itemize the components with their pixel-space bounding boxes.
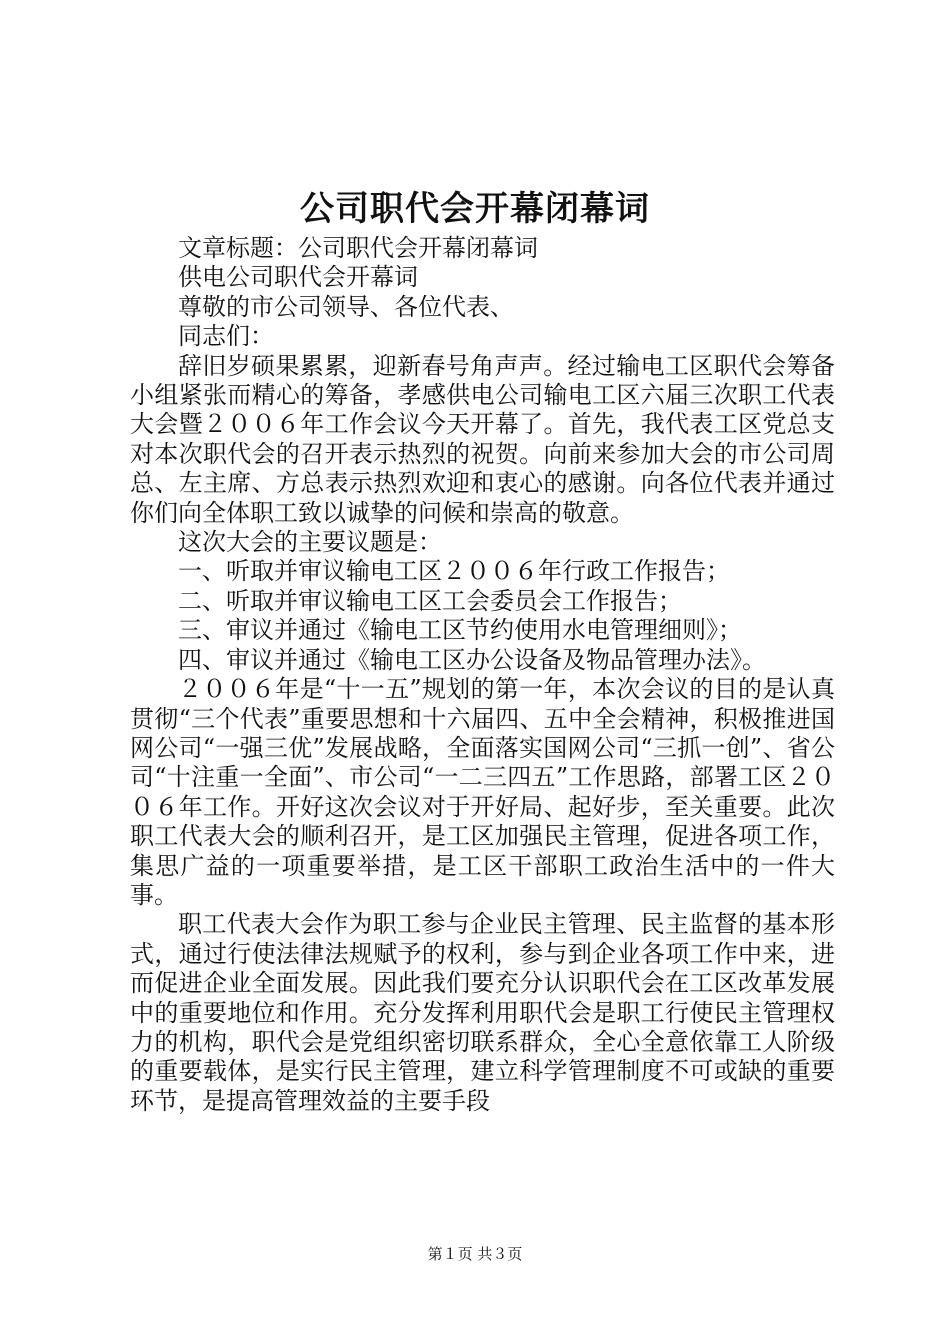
paragraph-congress-role: 职工代表大会作为职工参与企业民主管理、民主监督的基本形式，通过行使法律法规赋予的权利，参与到企业各项工作中来，进而促进企业全面发展。因此我们要充分认识职代会在工区改革发展中的重要地位和作用。充分发挥利用职代会是职工行使民主管理权力的机构，职代会是党组织密切联系群众，全心全意依靠工人阶级的重要载体，是实行民主管理，建立科学管理制度不可或缺的重要环节，是提高管理效益的主要手段 bbox=[130, 910, 835, 1115]
paragraph-meeting-purpose: ２００６年是“十一五”规划的第一年，本次会议的目的是认真贯彻“三个代表”重要思想和十六届四、五中全会精神，积极推进国网公司“一强三优”发展战略，全面落实国网公司“三抓一创”、省公司“十注重一全面”、市公司“一二三四五”工作思路，部署工区２００６年工作。开好这次会议对于开好局、起好步，至关重要。此次职工代表大会的顺利召开，是工区加强民主管理，促进各项工作，集思广益的一项重要举措，是工区干部职工政治生活中的一件大事。 bbox=[130, 675, 835, 909]
document-body bbox=[130, 234, 835, 1116]
agenda-item-3: 三、审议并通过《输电工区节约使用水电管理细则》； bbox=[178, 616, 742, 645]
paragraph-opening: 辞旧岁硕果累累，迎新春号角声声。经过输电工区职代会筹备小组紧张而精心的筹备，孝感供电公司输电工区六届三次职工代表大会暨２００６年工作会议今天开幕了。首先，我代表工区党总支对本次职代会的召开表示热烈的祝贺。向前来参加大会的市公司周总、左主席、方总表示热烈欢迎和衷心的感谢。向各位代表并通过你们向全体职工致以诚挚的问候和崇高的敬意。 bbox=[130, 351, 835, 527]
page-number: 第１页 共３页 bbox=[427, 1245, 523, 1263]
agenda-item-1: 一、听取并审议输电工区２００６年行政工作报告； bbox=[178, 557, 730, 586]
agenda-item-4: 四、审议并通过《输电工区办公设备及物品管理办法》。 bbox=[178, 645, 766, 674]
paragraph-article-title: 文章标题：公司职代会开幕闭幕词 bbox=[178, 234, 538, 262]
document-title: 公司职代会开幕闭幕词 bbox=[300, 189, 650, 229]
agenda-item-2: 二、听取并审议输电工区工会委员会工作报告； bbox=[178, 586, 682, 615]
paragraph-salutation: 尊敬的市公司领导、各位代表、 bbox=[178, 292, 514, 321]
paragraph-comrades: 同志们： bbox=[178, 322, 274, 351]
paragraph-agenda-intro: 这次大会的主要议题是： bbox=[178, 528, 442, 557]
paragraph-speech-title: 供电公司职代会开幕词 bbox=[178, 263, 418, 292]
